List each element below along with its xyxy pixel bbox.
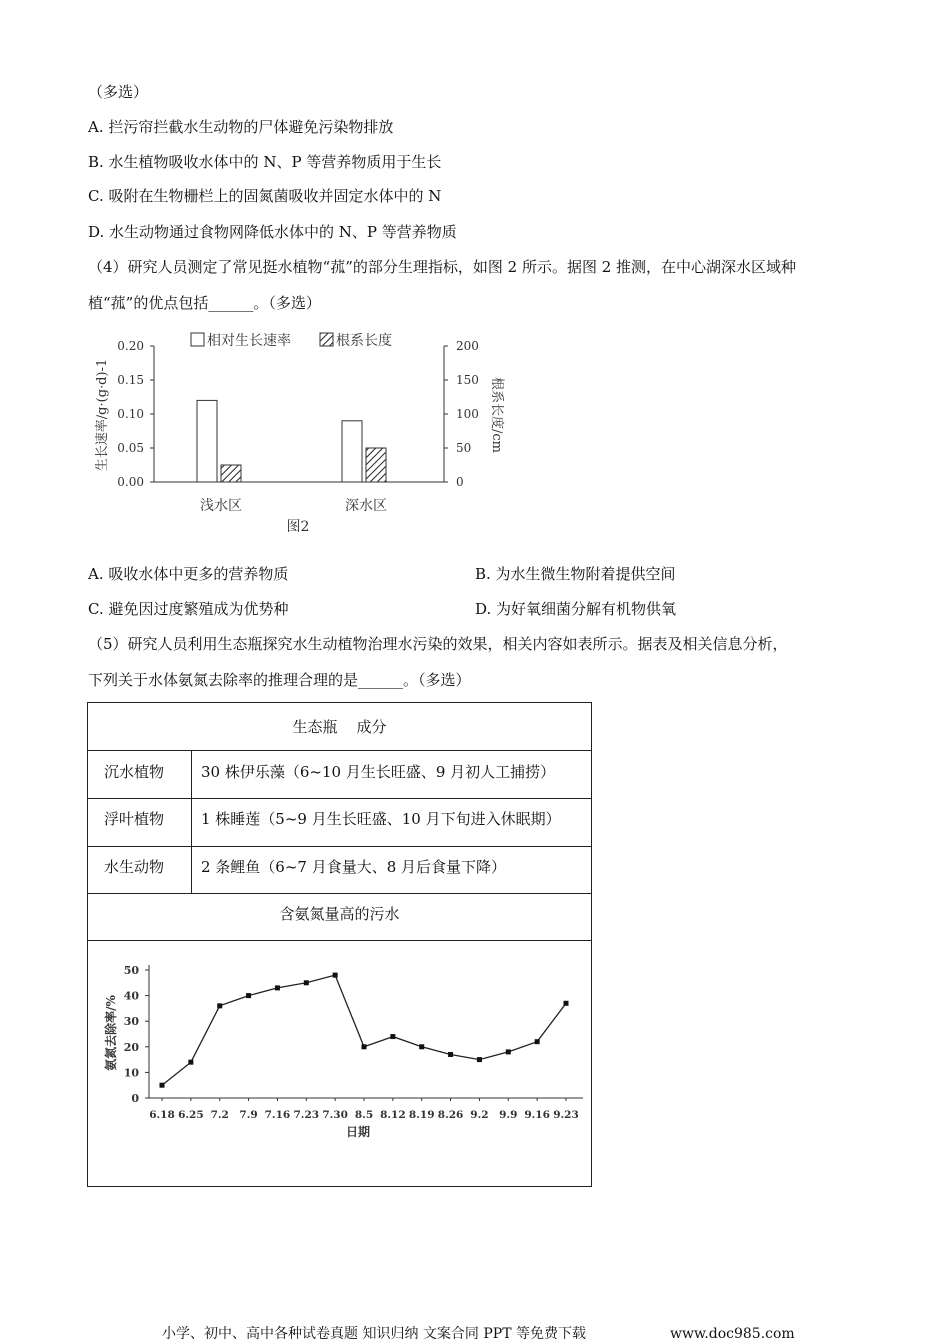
bar-root-length [221, 465, 241, 482]
table-header: 生态瓶 成分 [292, 718, 387, 736]
x-tick-label: 9.2 [470, 1109, 489, 1121]
q5-stem-line2: 下列关于水体氨氮去除率的推理合理的是______。（多选） [88, 671, 471, 689]
y-tick-label: 10 [123, 1066, 139, 1080]
data-point [246, 993, 251, 998]
x-tick-label: 9.23 [553, 1109, 579, 1121]
data-point [448, 1052, 453, 1057]
legend-swatch-growth [191, 333, 204, 346]
left-tick-label: 0.20 [117, 339, 144, 353]
q3-option-a: A. 拦污帘拦截水生动物的尸体避免污染物排放 [88, 118, 394, 136]
right-tick-label: 0 [456, 475, 464, 489]
bar-root-length [366, 448, 386, 482]
data-point [477, 1057, 482, 1062]
table-row-content: 1 株睡莲（5~9 月生长旺盛、10 月下旬进入休眠期） [201, 810, 561, 828]
data-point [362, 1044, 367, 1049]
y-tick-label: 20 [123, 1040, 139, 1054]
bar-growth-rate [197, 400, 217, 482]
x-tick-label: 8.12 [380, 1109, 406, 1121]
x-tick-label: 7.30 [322, 1109, 348, 1121]
table-row-content: 30 株伊乐藻（6~10 月生长旺盛、9 月初人工捕捞） [201, 763, 556, 781]
q3-option-c: C. 吸附在生物栅栏上的固氮菌吸收并固定水体中的 N [88, 187, 442, 205]
x-category-label: 深水区 [345, 498, 387, 514]
q4-option-d: D. 为好氧细菌分解有机物供氧 [475, 600, 677, 618]
data-point [390, 1034, 395, 1039]
q4-option-a: A. 吸收水体中更多的营养物质 [88, 565, 289, 583]
figure-2-bar-chart [88, 325, 508, 540]
right-tick-label: 50 [456, 441, 472, 455]
data-point [188, 1060, 193, 1065]
eco-bottle-table [87, 702, 592, 1187]
data-point [217, 1003, 222, 1008]
y-tick-label: 40 [123, 989, 139, 1003]
x-tick-label: 7.16 [264, 1109, 291, 1121]
table-row-label: 浮叶植物 [104, 810, 165, 828]
x-tick-label: 8.26 [437, 1109, 464, 1121]
data-point [160, 1083, 165, 1088]
ammonia-removal-line-chart [98, 953, 588, 1153]
q3-option-d: D. 水生动物通过食物网降低水体中的 N、P 等营养物质 [88, 223, 457, 241]
y-tick-label: 0 [131, 1092, 139, 1105]
x-tick-label: 6.25 [178, 1109, 204, 1121]
figure-caption: 图2 [286, 519, 310, 535]
right-axis-title: 根系长度/cm [489, 377, 504, 453]
q3-multi-select-tag: （多选） [88, 83, 149, 101]
data-point [275, 985, 280, 990]
table-row-label: 水生动物 [104, 858, 165, 876]
x-tick-label: 7.9 [239, 1109, 258, 1121]
table-row-label: 沉水植物 [104, 763, 165, 781]
left-tick-label: 0.00 [117, 475, 144, 489]
y-axis-title: 氨氮去除率/% [104, 995, 118, 1071]
right-tick-label: 150 [456, 373, 479, 387]
legend-swatch-root [320, 333, 333, 346]
y-tick-label: 30 [123, 1015, 139, 1029]
x-axis-title: 日期 [345, 1125, 371, 1139]
y-tick-label: 50 [123, 964, 139, 977]
left-tick-label: 0.15 [117, 373, 144, 387]
bar-growth-rate [342, 421, 362, 482]
x-tick-label: 9.9 [499, 1109, 518, 1121]
data-point [304, 980, 309, 985]
data-point [333, 973, 338, 978]
footer-text: 小学、初中、高中各种试卷真题 知识归纳 文案合同 PPT 等免费下载 [162, 1326, 586, 1342]
data-point [535, 1039, 540, 1044]
legend-label-root: 根系长度 [336, 333, 392, 349]
series-line [162, 975, 566, 1085]
x-tick-label: 7.23 [293, 1109, 320, 1121]
x-tick-label: 6.18 [149, 1109, 175, 1121]
x-tick-label: 9.16 [524, 1109, 550, 1121]
left-tick-label: 0.10 [117, 407, 144, 421]
legend-label-growth: 相对生长速率 [207, 333, 291, 349]
table-row-content: 2 条鲤鱼（6~7 月食量大、8 月后食量下降） [201, 858, 507, 876]
x-tick-label: 8.5 [354, 1109, 374, 1121]
q4-option-b: B. 为水生微生物附着提供空间 [475, 565, 676, 583]
data-point [506, 1049, 511, 1054]
table-water-row: 含氨氮量高的污水 [279, 905, 400, 923]
q4-stem-line2: 植“菰”的优点包括______。（多选） [88, 294, 321, 312]
data-point [419, 1044, 424, 1049]
left-axis-title: 生长速率/g·(g·d)-1 [95, 358, 110, 472]
data-point [564, 1001, 569, 1006]
right-tick-label: 200 [456, 339, 479, 353]
x-category-label: 浅水区 [200, 498, 242, 514]
x-tick-label: 8.19 [408, 1109, 435, 1121]
q5-stem-line1: （5）研究人员利用生态瓶探究水生动植物治理水污染的效果，相关内容如表所示。据表及相关信息分析， [88, 635, 788, 653]
q4-stem-line1: （4）研究人员测定了常见挺水植物“菰”的部分生理指标，如图 2 所示。据图 2 推测，在中心湖深水区域种 [88, 258, 797, 276]
left-tick-label: 0.05 [117, 441, 144, 455]
x-tick-label: 7.2 [210, 1109, 229, 1121]
right-tick-label: 100 [456, 407, 479, 421]
q3-option-b: B. 水生植物吸收水体中的 N、P 等营养物质用于生长 [88, 153, 442, 171]
q4-option-c: C. 避免因过度繁殖成为优势种 [88, 600, 289, 618]
footer-url[interactable]: www.doc985.com [670, 1326, 795, 1342]
